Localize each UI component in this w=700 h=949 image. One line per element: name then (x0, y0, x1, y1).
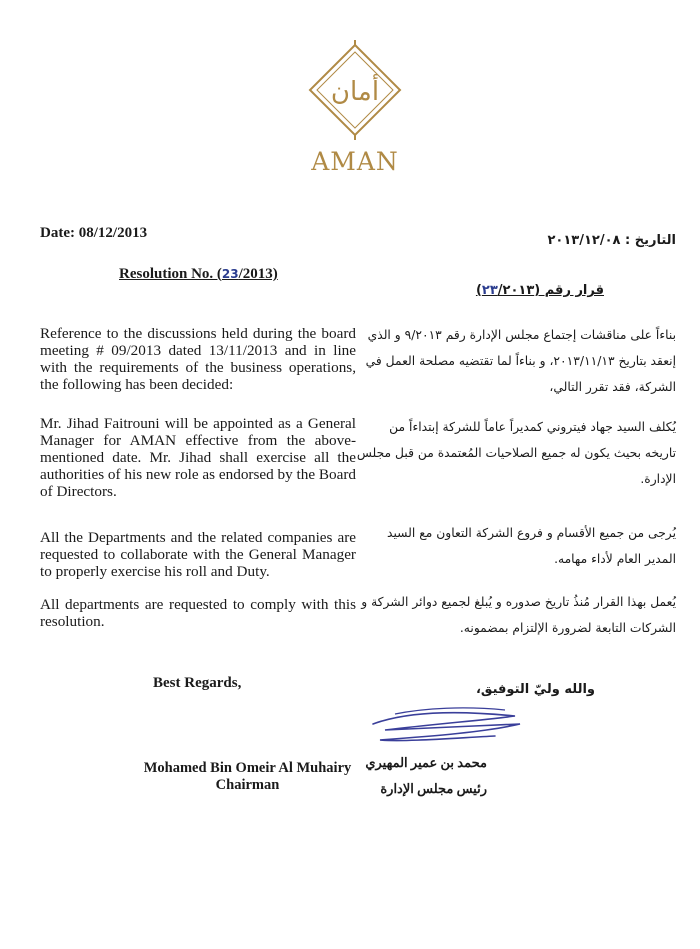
signatory-title-ar: رئيس مجلس الإدارة (380, 781, 487, 796)
best-regards: Best Regards, (153, 675, 242, 691)
resolution-title-arabic (476, 278, 604, 304)
svg-text:أمان: أمان (330, 77, 380, 107)
resolution-suffix-ar: /٢٠١٣) (475, 283, 535, 298)
signatory-name-ar: محمد بن عمير المهيري (365, 755, 487, 770)
date-arabic: التاريخ : ٢٠١٣/١٢/٠٨ (547, 233, 676, 248)
aman-diamond-logo-icon (300, 40, 410, 150)
resolution-number: 23 (221, 267, 239, 281)
resolution-suffix: /2013) (238, 266, 278, 282)
signatory-arabic (365, 750, 487, 802)
signatory-english (140, 760, 355, 794)
resolution-number-ar: ٢٣ (481, 283, 498, 298)
english-paragraph-3: All the Departments and the related companies are requested to collaborate with the General Manager to properly exercise his roll and Duty. (40, 529, 356, 580)
handwritten-signature-icon (365, 702, 525, 754)
english-paragraph-4: All departments are requested to comply with this resolution. (40, 596, 356, 630)
resolution-prefix: Resolution No. ( (119, 266, 222, 282)
signatory-name: Mohamed Bin Omeir Al Muhairy (143, 760, 352, 776)
resolution-title-english (119, 266, 278, 283)
arabic-paragraph-2: يُكلف السيد جهاد فيتروني كمديراً عاماً للشركة إبتداءاً من تاريخه بحيث يكون له جميع الصلاحيات المُعتمدة من قبل مجلس الإدارة. (356, 420, 676, 486)
date-english: Date: 08/12/2013 (40, 225, 148, 241)
signatory-title: Chairman (215, 777, 280, 793)
arabic-paragraph-3: يُرجى من جميع الأقسام و فروع الشركة التعاون مع السيد المدير العام لأداء مهامه. (387, 526, 676, 566)
english-paragraph-2: Mr. Jihad Faitrouni will be appointed as a General Manager for AMAN effective from the above-mentioned date. Mr. Jihad shall exercise all the authorities of his new role as endorsed by the Board of Directors. (40, 415, 356, 500)
arabic-paragraph-4: يُعمل بهذا القرار مُنذُ تاريخ صدوره و يُبلغ لجميع دوائر الشركة و الشركات التابعة لضرورة الإلتزام بمضمونه. (361, 595, 676, 635)
resolution-prefix-ar: قرار رقم ( (534, 283, 604, 298)
signature (365, 702, 525, 754)
english-paragraph-1: Reference to the discussions held during the board meeting # 09/2013 dated 13/11/2013 and in line with the requirements of the business operations, the following has been decided: (40, 325, 356, 393)
arabic-closing: والله وليّ التوفيق، (475, 682, 595, 697)
arabic-paragraph-1: بناءاً على مناقشات إجتماع مجلس الإدارة رقم ٩/٢٠١٣ و الذي إنعقد بتاريخ ٢٠١٣/١١/١٣، و بناءاً لما تقتضيه مصلحة العمل في الشركة، فقد تقرر التالي، (365, 328, 676, 394)
brand-name: AMAN (311, 147, 399, 176)
